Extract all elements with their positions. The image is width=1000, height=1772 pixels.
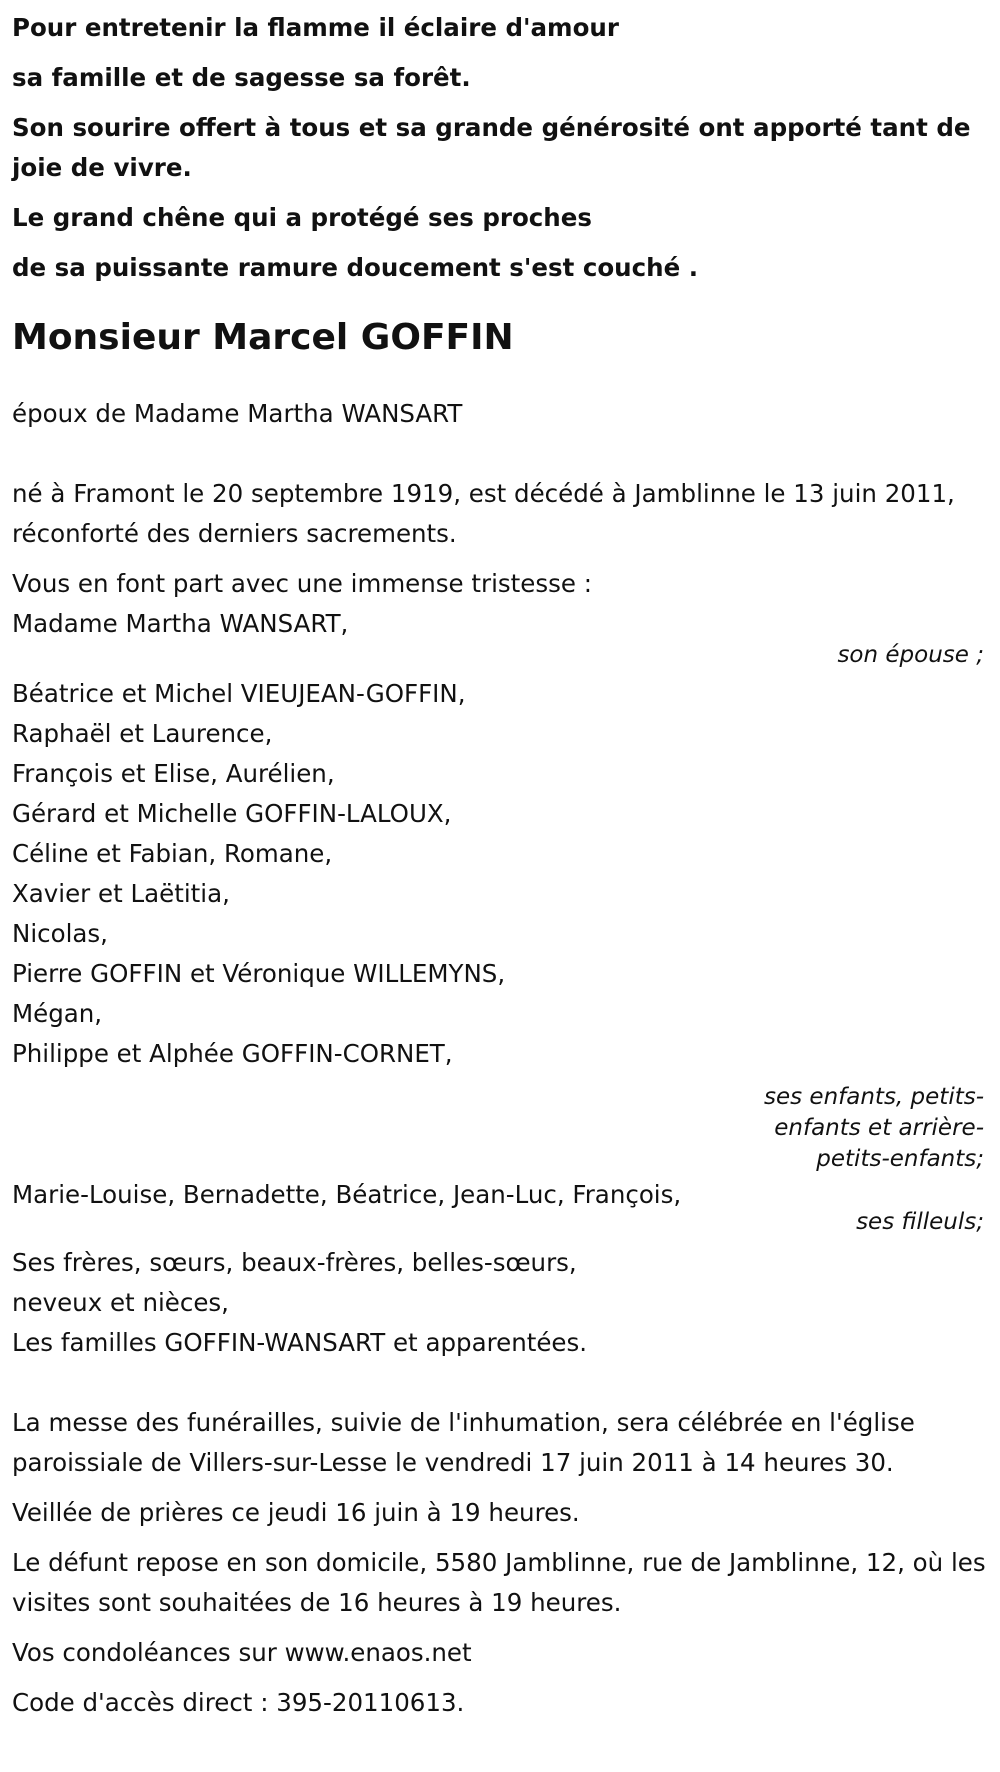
spouse-of-text: époux de Madame Martha WANSART [12, 399, 463, 428]
family-line: Ses frères, sœurs, beaux-frères, belles-sœurs, [12, 1248, 577, 1277]
list-item: Mégan, [12, 999, 103, 1028]
family-list [12, 1243, 988, 1363]
list-item: Nicolas, [12, 919, 108, 948]
poem [12, 0, 988, 288]
children-list [12, 674, 988, 1175]
announcement-text: Vous en font part avec une immense tristesse : [12, 569, 592, 598]
poem-line: Son sourire offert à tous et sa grande générosité ont apporté tant de joie de vivre. [12, 113, 971, 182]
list-item: Béatrice et Michel VIEUJEAN-GOFFIN, [12, 679, 466, 708]
poem-line: Pour entretenir la flamme il éclaire d'amour [12, 13, 619, 42]
list-item: Pierre GOFFIN et Véronique WILLEMYNS, [12, 959, 506, 988]
list-item: Céline et Fabian, Romane, [12, 839, 333, 868]
family-line: Les familles GOFFIN-WANSART et apparentées. [12, 1328, 588, 1357]
funeral-text: La messe des funérailles, suivie de l'inhumation, sera célébrée en l'église paroissiale de Villers-sur-Lesse le vendredi 17 juin 2011 à 14 heures 30. [12, 1408, 915, 1477]
deceased-name: Monsieur Marcel GOFFIN [12, 317, 514, 358]
spouse-name: Madame Martha WANSART, [12, 609, 349, 638]
godchildren-relation: ses filleuls; [856, 1209, 984, 1235]
poem-line: Le grand chêne qui a protégé ses proches [12, 203, 592, 232]
poem-line: sa famille et de sagesse sa forêt. [12, 63, 471, 92]
list-item: Xavier et Laëtitia, [12, 879, 230, 908]
spouse-relation: son épouse ; [837, 642, 984, 668]
list-item: Raphaël et Laurence, [12, 719, 273, 748]
godchildren-names: Marie-Louise, Bernadette, Béatrice, Jean-Luc, François, [12, 1180, 682, 1209]
vigil-text: Veillée de prières ce jeudi 16 juin à 19 heures. [12, 1498, 580, 1527]
godchildren-entry [12, 1175, 988, 1235]
poem-line: de sa puissante ramure doucement s'est couché . [12, 253, 699, 282]
children-relation: ses enfants, petits-enfants et arrière-petits-enfants; [764, 1084, 985, 1172]
rest-text: Le défunt repose en son domicile, 5580 Jamblinne, rue de Jamblinne, 12, où les visites sont souhaitées de 16 heures à 19 heures. [12, 1548, 986, 1617]
spouse-entry [12, 604, 988, 668]
access-code-text: Code d'accès direct : 395-20110613. [12, 1688, 465, 1717]
family-line: neveux et nièces, [12, 1288, 229, 1317]
list-item: François et Elise, Aurélien, [12, 759, 335, 788]
birth-death-text: né à Framont le 20 septembre 1919, est décédé à Jamblinne le 13 juin 2011, réconforté des derniers sacrements. [12, 479, 955, 548]
list-item: Gérard et Michelle GOFFIN-LALOUX, [12, 799, 452, 828]
condolences-text: Vos condoléances sur www.enaos.net [12, 1638, 472, 1667]
list-item: Philippe et Alphée GOFFIN-CORNET, [12, 1039, 453, 1068]
